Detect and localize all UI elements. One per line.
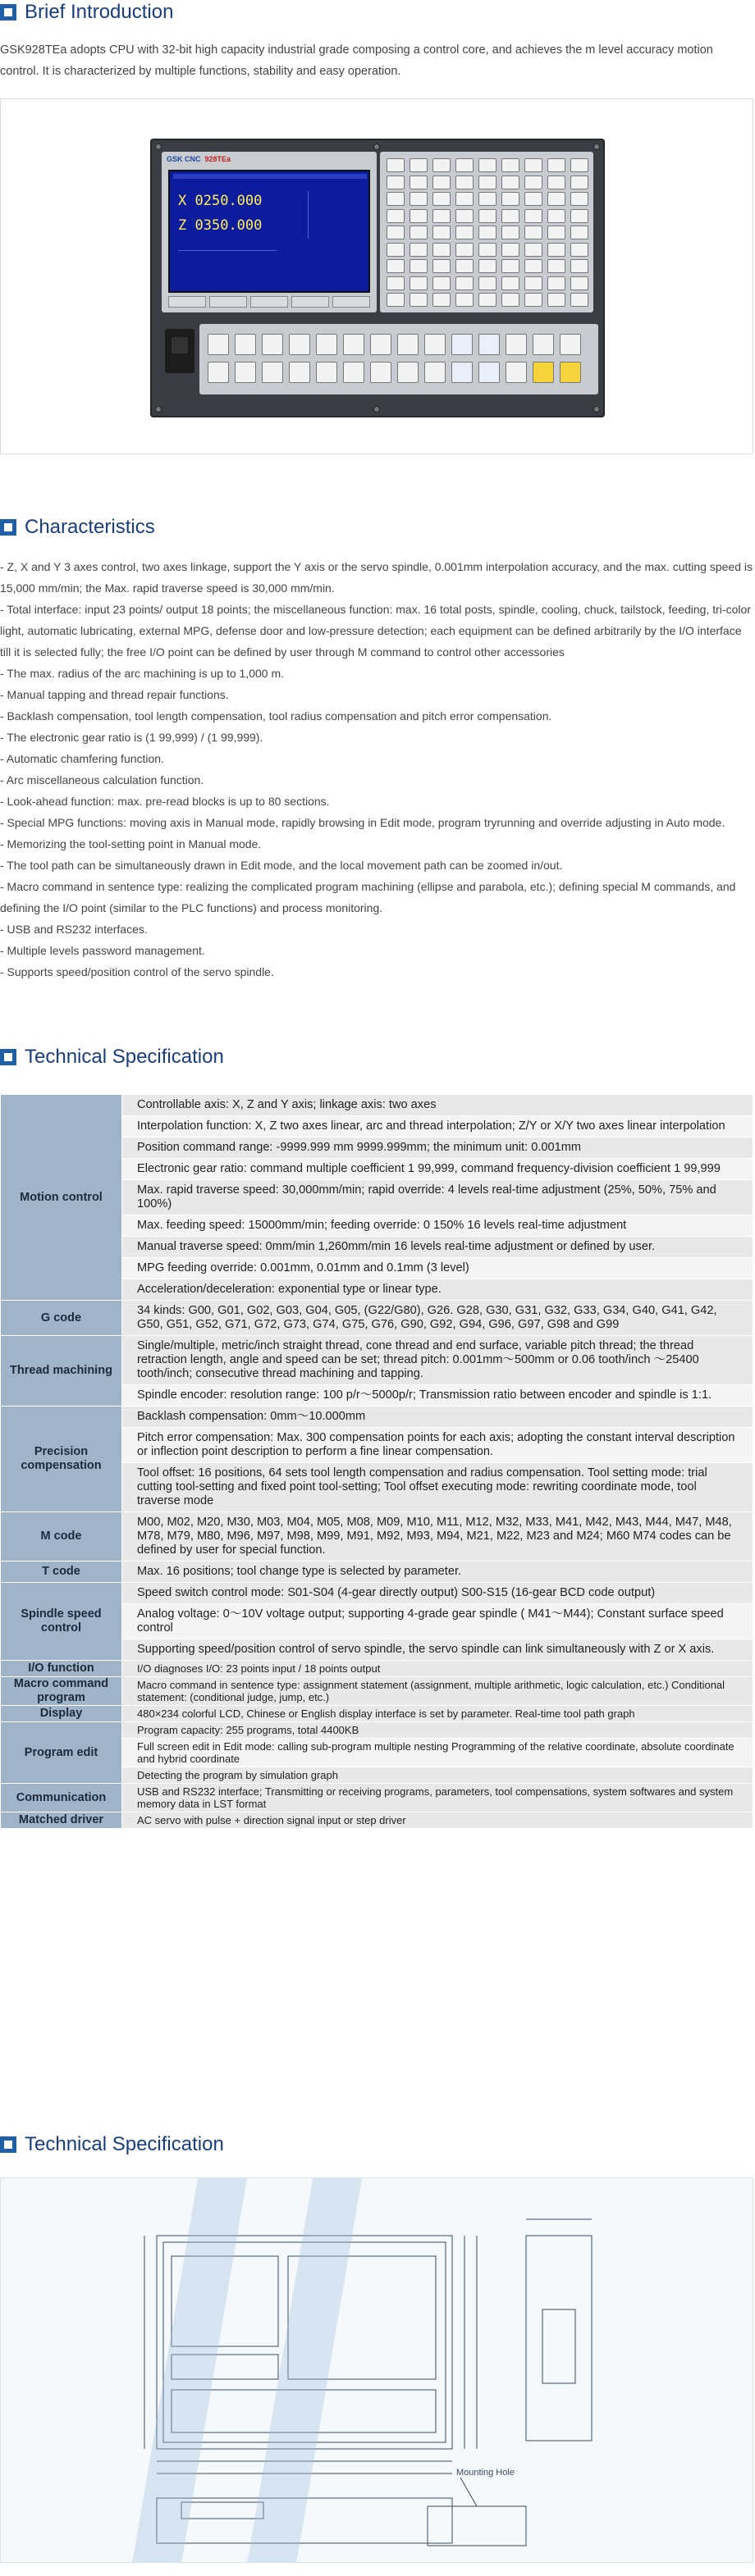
section-square-icon — [0, 1049, 16, 1065]
spec-value: Program capacity: 255 programs, total 4400KB — [122, 1722, 753, 1739]
operation-key[interactable] — [533, 334, 554, 355]
spec-row — [1, 1512, 753, 1562]
screw-icon — [373, 406, 380, 413]
spec-category: Macro command program — [1, 1677, 122, 1706]
section-square-icon — [0, 4, 16, 21]
lcd-header — [173, 174, 367, 179]
spec-value: Acceleration/deceleration: exponential type or linear type. — [122, 1279, 753, 1301]
keypad-key[interactable] — [478, 293, 496, 307]
characteristic-item: - Automatic chamfering function. — [0, 752, 164, 765]
operation-key[interactable] — [262, 334, 283, 355]
keypad-key[interactable] — [410, 158, 428, 172]
keypad-key[interactable] — [455, 226, 474, 239]
keypad-key[interactable] — [432, 293, 451, 307]
keypad-key[interactable] — [501, 276, 519, 290]
drawing-title: Technical Specification — [25, 2133, 224, 2155]
keypad-key[interactable] — [387, 209, 405, 223]
soft-key[interactable] — [332, 296, 370, 308]
lcd-screen — [168, 170, 370, 293]
keypad-key[interactable] — [570, 259, 588, 273]
keypad-key[interactable] — [410, 276, 428, 290]
operation-key[interactable] — [560, 362, 581, 383]
keypad-key[interactable] — [387, 192, 405, 206]
keypad-key[interactable] — [410, 243, 428, 257]
spec-value: Macro command in sentence type: assignment statement (assignment, multiple arithmetic, logic calculation, etc.) Conditional statement: (conditional judge, jump, etc.) — [122, 1677, 753, 1706]
spec-value: Speed switch control mode: S01-S04 (4-gear directly output) S00-S15 (16-gear BCD code output) — [122, 1583, 753, 1604]
spec-value: Supporting speed/position control of servo spindle, the servo spindle can link simultaneously with Z or X axis. — [122, 1639, 753, 1661]
characteristic-item: - Z, X and Y 3 axes control, two axes linkage, support the Y axis or the servo spindle, 0.001mm interpolation accuracy, and the max. cutting speed is 15,000 mm/min; the Max. rapid traverse speed is 30,000 mm/min. — [0, 560, 753, 595]
spec-value: 34 kinds: G00, G01, G02, G03, G04, G05, (G22/G80), G26. G28, G30, G31, G32, G33, G34, G40, G41, G42, G50, G51, G52, G71, G72, G73, G74, G75, G76, G90, G92, G94, G96, G97, G98 and G99 — [122, 1301, 753, 1336]
keypad-key[interactable] — [478, 259, 496, 273]
operation-key[interactable] — [478, 334, 500, 355]
spec-heading — [0, 1045, 224, 1069]
soft-key[interactable] — [209, 296, 247, 308]
operation-key[interactable] — [506, 362, 527, 383]
characteristic-item: - Backlash compensation, tool length compensation, tool radius compensation and pitch error compensation. — [0, 709, 552, 723]
keypad-key[interactable] — [387, 176, 405, 189]
operation-key[interactable] — [289, 362, 310, 383]
keypad-key[interactable] — [410, 209, 428, 223]
keypad-key[interactable] — [501, 259, 519, 273]
keypad-key[interactable] — [432, 259, 451, 273]
operation-key[interactable] — [478, 362, 500, 383]
drawing-heading — [0, 2132, 224, 2157]
keypad-key[interactable] — [570, 243, 588, 257]
keypad-key[interactable] — [501, 226, 519, 239]
screw-icon — [373, 144, 380, 150]
operation-key[interactable] — [235, 334, 256, 355]
operation-key[interactable] — [208, 334, 229, 355]
spec-category: Precision compensation — [1, 1407, 122, 1512]
characteristic-item: - Manual tapping and thread repair functions. — [0, 688, 229, 701]
side-view-box — [542, 2309, 575, 2383]
keypad-key[interactable] — [547, 293, 565, 307]
keypad-key[interactable] — [455, 276, 474, 290]
operation-panel — [199, 324, 598, 394]
spec-value: Analog voltage: 0～10V voltage output; supporting 4-grade gear spindle ( M41～M44); Constant surface speed control — [122, 1604, 753, 1639]
keypad-key[interactable] — [478, 192, 496, 206]
section-square-icon — [0, 519, 16, 536]
keypad-key[interactable] — [478, 226, 496, 239]
spec-value: Pitch error compensation: Max. 300 compensation points for each axis; adopting the constant interval description or inflection point description to perform a fine linear compensation. — [122, 1428, 753, 1463]
spec-value: Interpolation function: X, Z two axes linear, arc and thread interpolation; Z/Y or X/Y two axes linear interpolation — [122, 1116, 753, 1138]
side-view-outline — [526, 2236, 592, 2441]
keypad-key[interactable] — [524, 259, 542, 273]
keypad-key[interactable] — [455, 192, 474, 206]
keypad-key[interactable] — [432, 276, 451, 290]
characteristic-item: - Multiple levels password management. — [0, 944, 205, 957]
keypad-key[interactable] — [501, 293, 519, 307]
operation-key[interactable] — [506, 334, 527, 355]
spec-value: Backlash compensation: 0mm～10.000mm — [122, 1407, 753, 1428]
spec-row — [1, 1722, 753, 1739]
characteristic-item: - Supports speed/position control of the servo spindle. — [0, 965, 274, 978]
spec-value: 480×234 colorful LCD, Chinese or English display interface is set by parameter. Real-time tool path graph — [122, 1706, 753, 1722]
dimension-drawing-svg — [1, 2178, 753, 2563]
dimension-drawing — [0, 2177, 753, 2563]
keypad-key[interactable] — [570, 226, 588, 239]
operation-key[interactable] — [208, 362, 229, 383]
spec-value: I/O diagnoses I/O: 23 points input / 18 points output — [122, 1661, 753, 1677]
keypad-key[interactable] — [524, 243, 542, 257]
keypad-key[interactable] — [547, 243, 565, 257]
keypad-key[interactable] — [501, 209, 519, 223]
slot-icon — [172, 337, 188, 353]
screw-icon — [155, 144, 162, 150]
keypad-key[interactable] — [547, 226, 565, 239]
spec-value: Max. feeding speed: 15000mm/min; feeding override: 0 150% 16 levels real-time adjustment — [122, 1215, 753, 1237]
keypad-key[interactable] — [524, 293, 542, 307]
brief-introduction-title: Brief Introduction — [25, 1, 174, 23]
keypad-key[interactable] — [387, 226, 405, 239]
spec-category: Spindle speed control — [1, 1583, 122, 1661]
keypad — [380, 152, 593, 312]
spec-category: Communication — [1, 1784, 122, 1812]
characteristics-list — [0, 556, 753, 983]
keypad-key[interactable] — [570, 276, 588, 290]
operation-key[interactable] — [424, 362, 446, 383]
spec-category: I/O function — [1, 1661, 122, 1677]
keypad-key[interactable] — [432, 192, 451, 206]
operation-key[interactable] — [424, 334, 446, 355]
keypad-key[interactable] — [455, 176, 474, 189]
spec-category: Program edit — [1, 1722, 122, 1784]
spec-row — [1, 1706, 753, 1722]
keypad-key[interactable] — [524, 158, 542, 172]
operation-key[interactable] — [397, 334, 419, 355]
mounting-hole-view — [428, 2506, 526, 2546]
characteristics-heading — [0, 515, 155, 540]
spec-category: M code — [1, 1512, 122, 1562]
characteristic-item: - Special MPG functions: moving axis in Manual mode, rapidly browsing in Edit mode, program tryrunning and override adjusting in Auto mode. — [0, 816, 725, 829]
keypad-key[interactable] — [501, 176, 519, 189]
spec-category: Thread machining — [1, 1336, 122, 1407]
keypad-key[interactable] — [410, 259, 428, 273]
keypad-key[interactable] — [501, 158, 519, 172]
keypad-key[interactable] — [387, 243, 405, 257]
keypad-key[interactable] — [524, 226, 542, 239]
cnc-panel — [150, 139, 605, 417]
keypad-key[interactable] — [524, 176, 542, 189]
spec-category: T code — [1, 1562, 122, 1583]
operation-key[interactable] — [451, 362, 473, 383]
keypad-key[interactable] — [455, 243, 474, 257]
operation-key[interactable] — [235, 362, 256, 383]
brand-logo: GSK CNC 928TEa — [167, 155, 231, 163]
emergency-stop[interactable] — [165, 329, 194, 373]
keypad-key[interactable] — [387, 276, 405, 290]
keypad-key[interactable] — [432, 209, 451, 223]
spec-row — [1, 1784, 753, 1812]
spec-value: Manual traverse speed: 0mm/min 1,260mm/min 16 levels real-time adjustment or defined by user. — [122, 1237, 753, 1258]
spec-value: Electronic gear ratio: command multiple coefficient 1 99,999, command frequency-division coefficient 1 99,999 — [122, 1159, 753, 1180]
keypad-key[interactable] — [547, 176, 565, 189]
keypad-key[interactable] — [570, 158, 588, 172]
characteristic-item: - The tool path can be simultaneously drawn in Edit mode, and the local movement path can be zoomed in/out. — [0, 859, 563, 872]
keypad-key[interactable] — [501, 192, 519, 206]
characteristic-item: - Look-ahead function: max. pre-read blocks is up to 80 sections. — [0, 795, 330, 808]
spec-value: Max. rapid traverse speed: 30,000mm/min; rapid override: 4 levels real-time adjustment (25%, 50%, 75% and 100%) — [122, 1180, 753, 1215]
characteristic-item: - Total interface: input 23 points/ output 18 points; the miscellaneous function: max. 16 total posts, spindle, cooling, chuck, tailstock, feeding, tri-color light, automatic lubricating, external MPG, defense door and low-pressure detection; each equipment can be defined arbitrarily by the I/O interface till it is selected fully; the free I/O point can be defined by user through M command to control other accessories — [0, 603, 751, 659]
operation-key[interactable] — [316, 362, 337, 383]
spec-value: Tool offset: 16 positions, 64 sets tool length compensation and radius compensation. Tool setting mode: trial cutting tool-setting and fixed point tool-setting; Tool offset executing mode: rewriting coordinate mode, tool traverse mode — [122, 1463, 753, 1512]
operation-key[interactable] — [370, 334, 391, 355]
operation-key[interactable] — [343, 362, 364, 383]
keypad-key[interactable] — [570, 192, 588, 206]
section-square-icon — [0, 2136, 16, 2153]
keypad-key[interactable] — [570, 176, 588, 189]
operation-key[interactable] — [533, 362, 554, 383]
spec-value: MPG feeding override: 0.001mm, 0.01mm and 0.1mm (3 level) — [122, 1258, 753, 1279]
keypad-key[interactable] — [432, 243, 451, 257]
keypad-key[interactable] — [432, 158, 451, 172]
spec-value: AC servo with pulse + direction signal input or step driver — [122, 1812, 753, 1829]
spec-row — [1, 1661, 753, 1677]
keypad-key[interactable] — [410, 226, 428, 239]
keypad-key[interactable] — [410, 293, 428, 307]
lcd-side-info — [308, 191, 365, 239]
keypad-key[interactable] — [432, 176, 451, 189]
operation-key[interactable] — [397, 362, 419, 383]
operation-key[interactable] — [343, 334, 364, 355]
operation-key[interactable] — [451, 334, 473, 355]
mounting-hole-leader — [460, 2478, 477, 2506]
soft-key[interactable] — [250, 296, 288, 308]
keypad-key[interactable] — [547, 209, 565, 223]
spec-title: Technical Specification — [25, 1046, 224, 1068]
keypad-key[interactable] — [524, 276, 542, 290]
operation-key[interactable] — [370, 362, 391, 383]
soft-key[interactable] — [291, 296, 329, 308]
keypad-key[interactable] — [478, 158, 496, 172]
keypad-key[interactable] — [387, 259, 405, 273]
screw-icon — [593, 144, 600, 150]
spec-value: Controllable axis: X, Z and Y axis; linkage axis: two axes — [122, 1095, 753, 1116]
spec-row — [1, 1095, 753, 1116]
keypad-key[interactable] — [432, 226, 451, 239]
keypad-key[interactable] — [478, 276, 496, 290]
spec-row — [1, 1407, 753, 1428]
brief-introduction-heading — [0, 0, 173, 25]
axis-x-readout: X 0250.000 — [178, 193, 263, 209]
keypad-key[interactable] — [570, 293, 588, 307]
spec-value: Max. 16 positions; tool change type is selected by parameter. — [122, 1562, 753, 1583]
keypad-key[interactable] — [547, 259, 565, 273]
spec-row — [1, 1812, 753, 1829]
screw-icon — [593, 406, 600, 413]
spec-table — [0, 1094, 753, 1829]
operation-key[interactable] — [316, 334, 337, 355]
keypad-key[interactable] — [547, 192, 565, 206]
keypad-key[interactable] — [455, 293, 474, 307]
keypad-key[interactable] — [547, 276, 565, 290]
keypad-key[interactable] — [387, 158, 405, 172]
keypad-key[interactable] — [478, 176, 496, 189]
keypad-key[interactable] — [455, 158, 474, 172]
screw-icon — [155, 406, 162, 413]
keypad-key[interactable] — [410, 176, 428, 189]
spec-category: Display — [1, 1706, 122, 1722]
bottom-view-connector — [181, 2502, 263, 2519]
keypad-key[interactable] — [478, 243, 496, 257]
spec-value: Spindle encoder: resolution range: 100 p/r～5000p/r; Transmission ratio between encoder and spindle is 1:1. — [122, 1385, 753, 1407]
keypad-key[interactable] — [547, 158, 565, 172]
spec-category: Motion control — [1, 1095, 122, 1301]
soft-keys — [168, 296, 370, 308]
keypad-key[interactable] — [524, 209, 542, 223]
characteristic-item: - Memorizing the tool-setting point in Manual mode. — [0, 837, 262, 850]
characteristic-item: - Macro command in sentence type: realizing the complicated program machining (ellipse and parabola, etc.); defining special M commands, and defining the I/O point (similar to the PLC functions) and process monitoring. — [0, 880, 736, 914]
spec-row — [1, 1336, 753, 1385]
keypad-key[interactable] — [501, 243, 519, 257]
keypad-key[interactable] — [455, 209, 474, 223]
operation-key[interactable] — [289, 334, 310, 355]
intro-text: GSK928TEa adopts CPU with 32-bit high capacity industrial grade composing a control core, and achieves the m level accuracy motion control. It is characterized by multiple functions, stability and easy operation. — [0, 43, 713, 78]
operation-key[interactable] — [262, 362, 283, 383]
screen-frame — [162, 152, 377, 312]
spec-value: USB and RS232 interface; Transmitting or receiving programs, parameters, tool compensations, system softwares and system memory data in LST format — [122, 1784, 753, 1812]
soft-key[interactable] — [168, 296, 206, 308]
spec-value: Position command range: -9999.999 mm 9999.999mm; the minimum unit: 0.001mm — [122, 1138, 753, 1159]
keypad-key[interactable] — [455, 259, 474, 273]
spec-row — [1, 1583, 753, 1604]
characteristic-item: - Arc miscellaneous calculation function. — [0, 773, 204, 786]
lcd-status — [178, 250, 277, 270]
characteristic-item: - The max. radius of the arc machining is up to 1,000 m. — [0, 667, 285, 680]
spec-row — [1, 1677, 753, 1706]
keypad-key[interactable] — [478, 209, 496, 223]
spec-value: Detecting the program by simulation graph — [122, 1767, 753, 1784]
characteristic-item: - USB and RS232 interfaces. — [0, 923, 148, 936]
characteristic-item: - The electronic gear ratio is (1 99,999) / (1 99,999). — [0, 731, 263, 744]
spec-value: Single/multiple, metric/inch straight thread, cone thread and end surface, variable pitch thread; the thread retraction length, angle and speed can be set; thread pitch: 0.001mm～500mm or 0.06 tooth/inch ～25400 tooth/inch; consecutive thread machining and tapping. — [122, 1336, 753, 1385]
spec-value: M00, M02, M20, M30, M03, M04, M05, M08, M09, M10, M11, M12, M32, M33, M41, M42, M43, M44, M47, M48, M78, M79, M80, M96, M97, M98, M99, M91, M92, M93, M94, M21, M22, M23 and M24; M60 M74 codes can be defined by user for special function. — [122, 1512, 753, 1562]
keypad-key[interactable] — [524, 192, 542, 206]
spec-category: Matched driver — [1, 1812, 122, 1829]
spec-row — [1, 1301, 753, 1336]
mounting-hole-label: Mounting Hole — [456, 2468, 515, 2478]
product-image — [0, 98, 753, 454]
keypad-key[interactable] — [387, 293, 405, 307]
operation-key[interactable] — [560, 334, 581, 355]
keypad-key[interactable] — [410, 192, 428, 206]
characteristics-title: Characteristics — [25, 516, 155, 538]
spec-row — [1, 1562, 753, 1583]
keypad-key[interactable] — [570, 209, 588, 223]
axis-z-readout: Z 0350.000 — [178, 217, 263, 234]
spec-category: G code — [1, 1301, 122, 1336]
spec-value: Full screen edit in Edit mode: calling sub-program multiple nesting Programming of the relative coordinate, absolute coordinate and hybrid coordinate — [122, 1739, 753, 1767]
watermark-stroke — [132, 2178, 247, 2563]
